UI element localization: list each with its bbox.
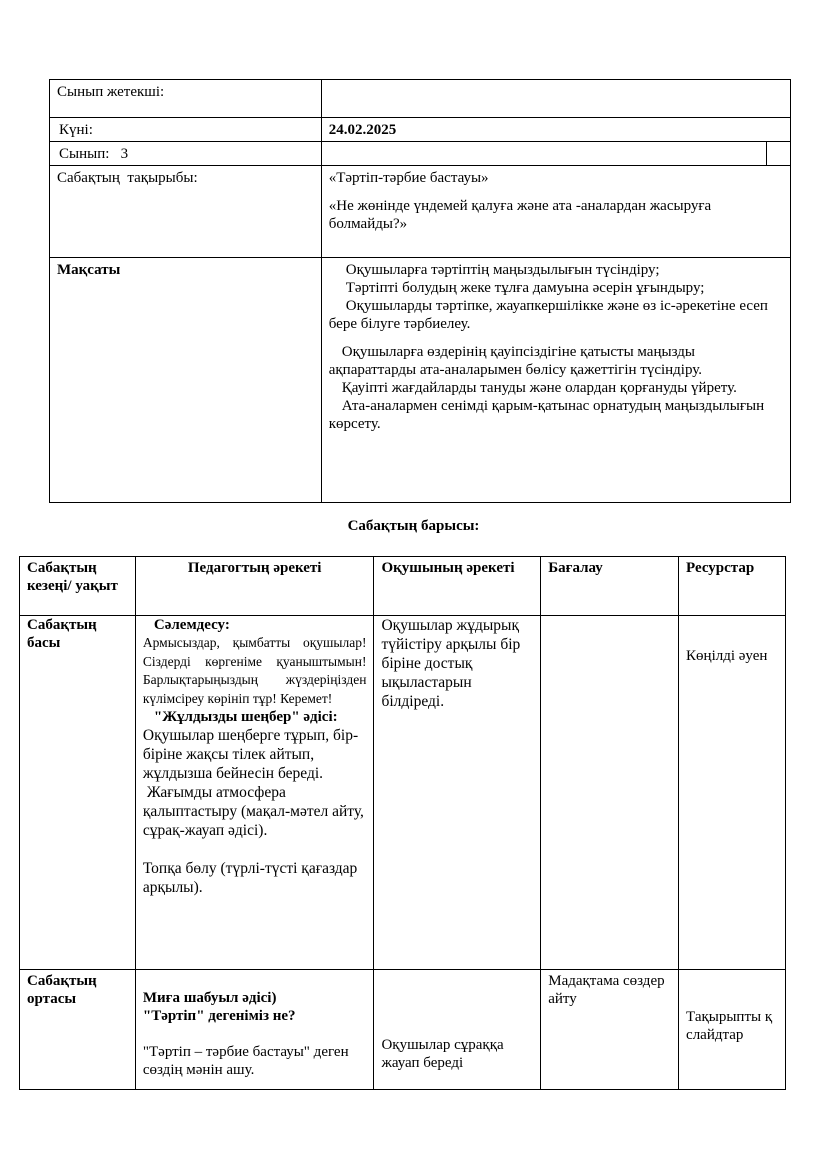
resources-cell: Көңілді әуен: [679, 616, 786, 970]
class-label: Сынып: 3: [50, 142, 322, 166]
table-header-row: [20, 557, 786, 616]
method-text: Оқушылар шеңберге тұрып, бір-біріне жақсы тілек айтып, жұлдызша бейнесін береді.: [142, 727, 359, 782]
assessment-cell: [541, 616, 679, 970]
class-value: [321, 142, 766, 166]
goal-item: Оқушыларға тәртіптің маңыздылығын түсіндіру;: [345, 262, 660, 278]
teacher-label: Сынып жетекші:: [50, 80, 322, 118]
student-action-cell: Оқушылар сұраққа жауап береді: [374, 970, 541, 1090]
goals-cell: [321, 258, 790, 503]
topic-line-1: «Тәртіп-тәрбие бастауы»: [328, 170, 489, 186]
lesson-flow-table: [19, 556, 786, 1090]
date-value: 24.02.2025: [321, 118, 790, 142]
atmosphere-text: Жағымды атмосфера қалыптастыру (мақал-мәтел айту, сұрақ-жауап әдісі).: [142, 784, 364, 839]
table-row: [20, 970, 786, 1090]
topic-label: Сабақтың тақырыбы:: [50, 166, 322, 258]
goal-label: Мақсаты: [50, 258, 322, 503]
grouping-text: Топқа бөлу (түрлі-түсті қағаздар арқылы).: [142, 860, 358, 896]
goal-item: Ата-аналармен сенімді қарым-қатынас орнатудың маңыздылығын көрсету.: [328, 398, 765, 432]
lesson-info-table: [49, 79, 791, 503]
method-title: Миға шабуыл әдісі): [142, 990, 277, 1006]
teacher-action-cell: [135, 616, 374, 970]
greeting-text: Армысыздар, қымбатты оқушылар! Сіздерді көргеніме қуаныштымын! Барлықтарыңыздың жүздеріңізден күлімсіреу көрініп тұр! Керемет!: [142, 635, 367, 706]
col-header-assessment: Бағалау: [541, 557, 679, 616]
col-header-student: Оқушының әрекеті: [374, 557, 541, 616]
date-label: Күні:: [50, 118, 322, 142]
stage-cell: Сабақтың басы: [20, 616, 136, 970]
col-header-resources: Ресурстар: [679, 557, 786, 616]
explain-text: "Тәртіп – тәрбие бастауы" деген сөздің мәнін ашу.: [142, 1044, 349, 1078]
teacher-action-cell: [135, 970, 374, 1090]
class-extra-cell: [767, 142, 791, 166]
goal-item: Оқушыларды тәртіпке, жауапкершілікке және өз іс-әрекетіне есеп бере білуге тәрбиелеу.: [328, 298, 768, 332]
stage-cell: Сабақтың ортасы: [20, 970, 136, 1090]
goal-item: Оқушыларға өздерінің қауіпсіздігіне қатысты маңызды ақпараттарды ата-аналарымен бөлісу қажеттігін түсіндіру.: [328, 344, 703, 378]
question-text: "Тәртіп" дегеніміз не?: [142, 1008, 296, 1024]
col-header-stage: Сабақтың кезеңі/ уақыт: [20, 557, 136, 616]
topic-cell: [321, 166, 790, 258]
method-title: "Жұлдызды шеңбер" әдісі:: [153, 709, 338, 725]
col-header-teacher: Педагогтың әрекеті: [135, 557, 374, 616]
topic-line-2: «Не жөнінде үндемей қалуға және ата -аналардан жасыруға болмайды?»: [328, 198, 712, 232]
assessment-cell: Мадақтама сөздер айту: [541, 970, 679, 1090]
goal-item: Қауіпті жағдайларды тануды және олардан қорғануды үйрету.: [341, 380, 737, 396]
greeting-title: Сәлемдесу:: [153, 617, 230, 633]
table-row: [20, 616, 786, 970]
student-action-cell: Оқушылар жұдырық түйістіру арқылы бір біріне достық ықыластарын білдіреді.: [374, 616, 541, 970]
resources-cell: Тақырыпты қ слайдтар: [679, 970, 786, 1090]
section-title: Сабақтың барысы:: [347, 518, 480, 534]
teacher-value: [321, 80, 790, 118]
goal-item: Тәртіпті болудың жеке тұлға дамуына әсерін ұғындыру;: [345, 280, 705, 296]
